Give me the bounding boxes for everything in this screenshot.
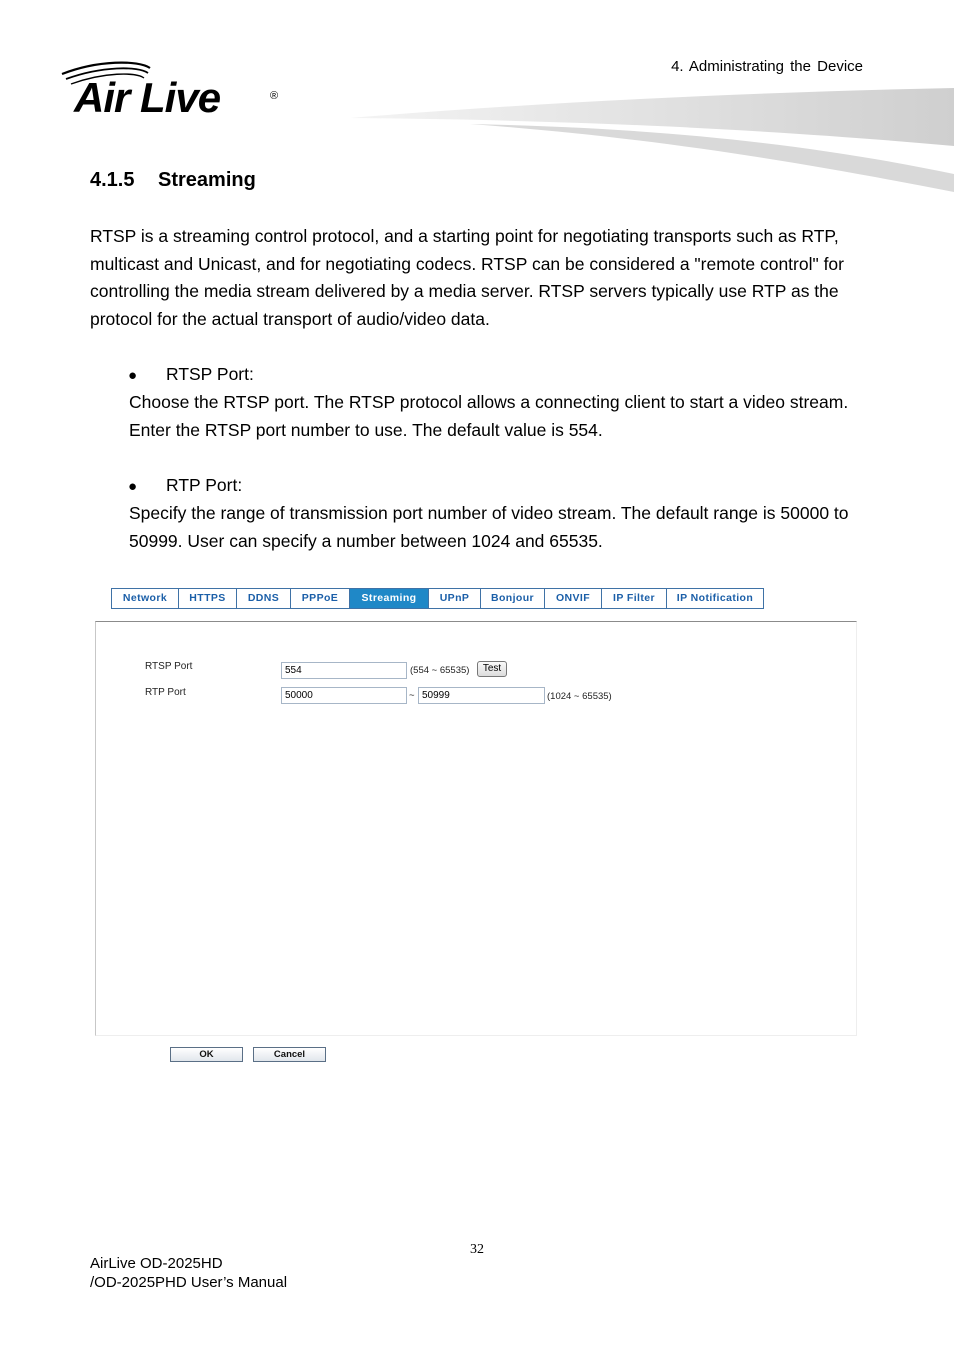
- rtp-port-end-input[interactable]: 50999: [418, 687, 545, 704]
- bullet-title: RTSP Port:: [166, 364, 254, 384]
- bullet-dot-icon: ●: [128, 367, 138, 384]
- section-number: 4.1.5: [90, 169, 135, 191]
- tab-https[interactable]: HTTPS: [179, 589, 237, 608]
- tab-bonjour[interactable]: Bonjour: [481, 589, 545, 608]
- bullet-description: Choose the RTSP port. The RTSP protocol allows a connecting client to start a video stream. Enter the RTSP port number to use. The default value is 554.: [129, 392, 849, 440]
- section-title: [90, 169, 256, 192]
- ok-button[interactable]: OK: [170, 1047, 243, 1062]
- page-number: 32: [470, 1242, 484, 1257]
- rtsp-port-input[interactable]: 554: [281, 662, 407, 679]
- section-title-text: Streaming: [158, 169, 256, 191]
- rtsp-range-hint: (554 ~ 65535): [410, 665, 470, 676]
- bullet-title: RTP Port:: [166, 475, 243, 495]
- cancel-button[interactable]: Cancel: [253, 1047, 326, 1062]
- bullet-rtsp-port: [128, 364, 254, 385]
- rtp-range-separator: ~: [409, 690, 415, 701]
- tab-network[interactable]: Network: [112, 589, 179, 608]
- chapter-label: 4. Administrating the Device: [671, 58, 863, 75]
- footer-manual-name: /OD-2025PHD User’s Manual: [90, 1274, 288, 1291]
- tab-streaming[interactable]: Streaming: [350, 589, 429, 608]
- tab-upnp[interactable]: UPnP: [429, 589, 481, 608]
- test-button[interactable]: Test: [477, 661, 507, 677]
- intro-paragraph: RTSP is a streaming control protocol, and a starting point for negotiating transports such as RTP, multicast and Unicast, and for negotiating codecs. RTSP can be considered a "remote control" for controlling the media stream delivered by a media server. RTSP servers typically use RTP as the protocol for the actual transport of audio/video data.: [90, 226, 844, 330]
- settings-tab-bar: [111, 588, 764, 609]
- bullet-dot-icon: ●: [128, 478, 138, 495]
- footer-product-name: AirLive OD-2025HD: [90, 1255, 223, 1272]
- header-swoosh-decoration: [340, 84, 954, 200]
- registered-mark: ®: [270, 90, 279, 102]
- bullet-description: Specify the range of transmission port number of video stream. The default range is 50000 to 50999. User can specify a number between 1024 and 65535.: [129, 503, 849, 551]
- logo-text: Air Live: [74, 74, 221, 121]
- rtsp-port-label: RTSP Port: [145, 661, 193, 672]
- bullet-rtp-port: [128, 475, 242, 496]
- airlive-logo: [58, 60, 288, 130]
- tab-ip-notification[interactable]: IP Notification: [667, 589, 764, 608]
- tab-onvif[interactable]: ONVIF: [545, 589, 602, 608]
- rtp-port-start-input[interactable]: 50000: [281, 687, 407, 704]
- rtp-range-hint: (1024 ~ 65535): [547, 691, 612, 702]
- rtp-port-label: RTP Port: [145, 687, 186, 698]
- tab-pppoe[interactable]: PPPoE: [291, 589, 350, 608]
- tab-ip-filter[interactable]: IP Filter: [602, 589, 667, 608]
- streaming-settings-panel: [95, 621, 857, 1036]
- tab-ddns[interactable]: DDNS: [237, 589, 291, 608]
